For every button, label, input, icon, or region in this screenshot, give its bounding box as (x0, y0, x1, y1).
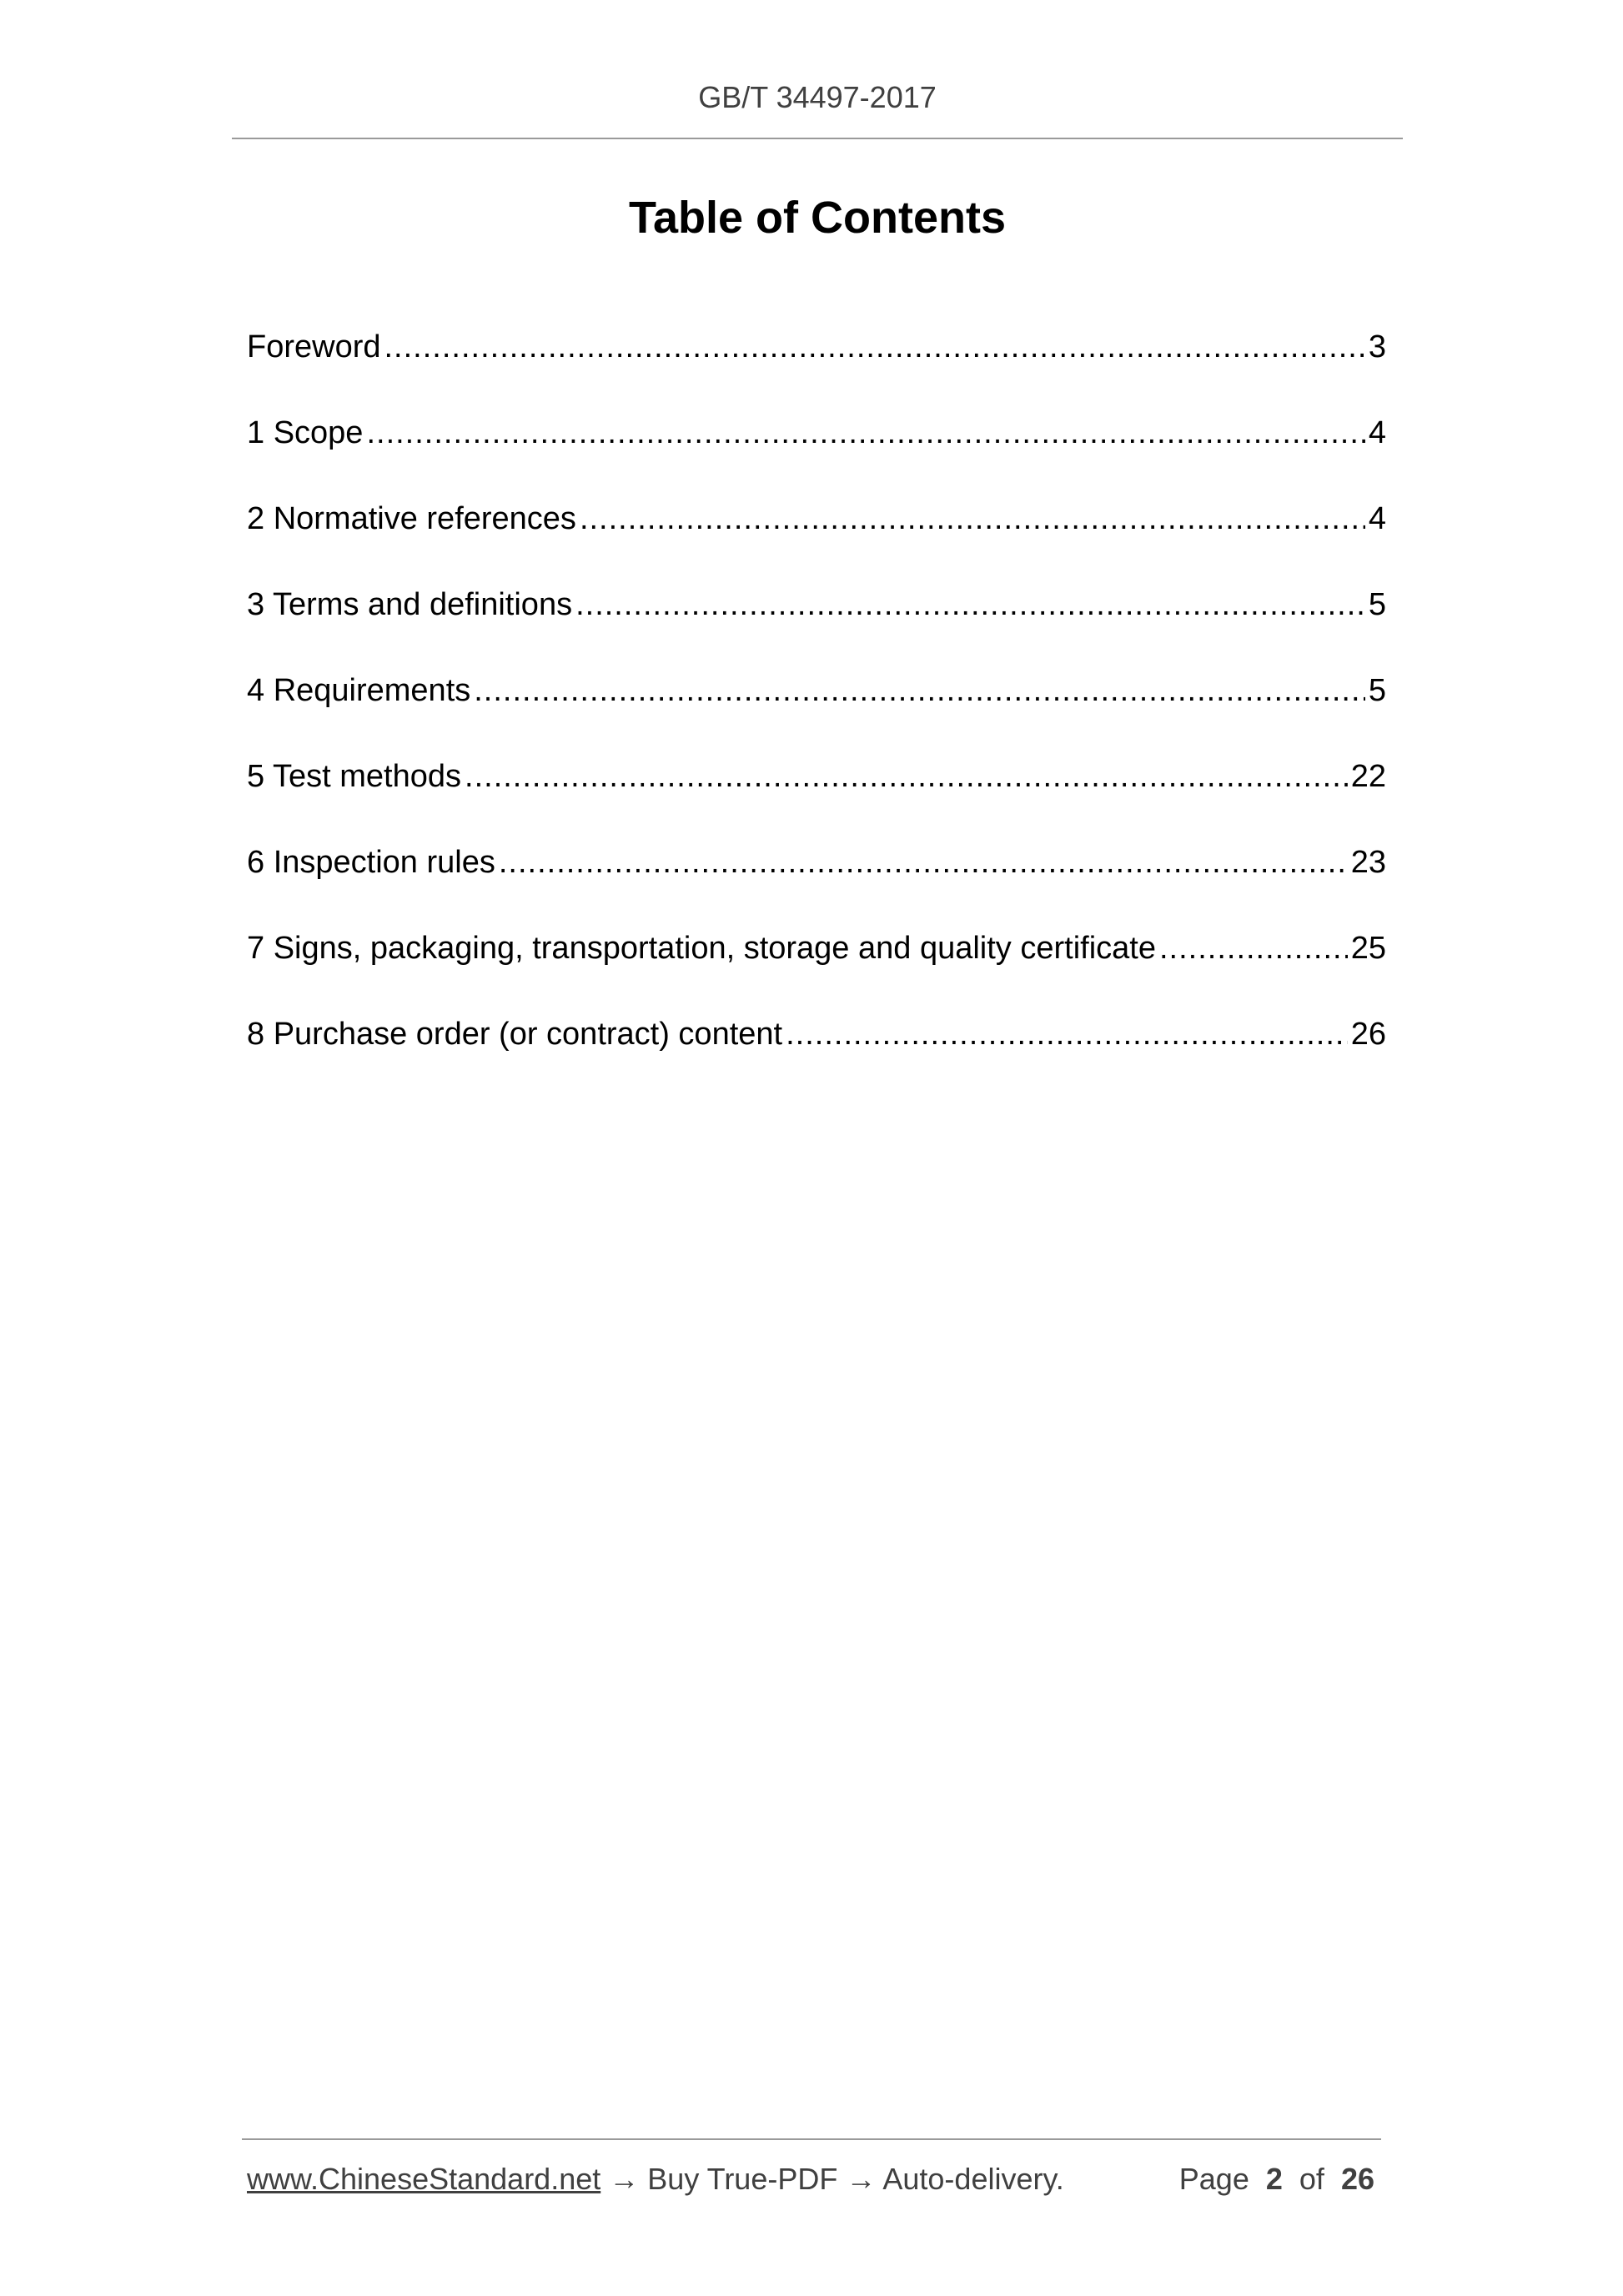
header-divider (232, 138, 1403, 139)
auto-delivery-text: Auto-delivery. (882, 2162, 1064, 2196)
toc-entry-requirements[interactable] (247, 662, 1386, 748)
toc-dot-leader (465, 748, 1348, 805)
toc-entry-page: 5 (1368, 587, 1386, 622)
toc-entry-inspection-rules[interactable] (247, 834, 1386, 920)
toc-entry-foreword[interactable] (247, 319, 1386, 404)
toc-entry-label: 4 Requirements (247, 673, 471, 708)
toc-entry-label: 3 Terms and definitions (247, 587, 573, 622)
arrow-right-icon: → (609, 2162, 640, 2196)
toc-dot-leader (366, 404, 1364, 461)
page-footer (247, 2156, 1374, 2203)
toc-entry-page: 4 (1368, 501, 1386, 536)
toc-entry-label: 5 Test methods (247, 759, 462, 794)
table-of-contents (247, 319, 1386, 1092)
toc-dot-leader (786, 1006, 1348, 1063)
toc-dot-leader (575, 576, 1365, 633)
toc-entry-normative-references[interactable] (247, 490, 1386, 576)
footer-promo (247, 2156, 1064, 2203)
toc-entry-page: 25 (1350, 931, 1386, 966)
toc-entry-label: 1 Scope (247, 415, 364, 450)
toc-entry-page: 4 (1368, 415, 1386, 450)
buy-true-pdf-text: Buy True-PDF (647, 2162, 838, 2196)
toc-entry-terms-and-definitions[interactable] (247, 576, 1386, 662)
arrow-right-icon: → (846, 2162, 877, 2196)
page-title: Table of Contents (629, 193, 1006, 243)
toc-entry-label: 6 Inspection rules (247, 845, 495, 880)
toc-entry-page: 26 (1350, 1017, 1386, 1052)
toc-entry-label: 7 Signs, packaging, transportation, storage and quality certificate (247, 931, 1156, 966)
toc-dot-leader (580, 490, 1365, 547)
toc-entry-page: 5 (1368, 673, 1386, 708)
footer-divider (242, 2138, 1381, 2140)
toc-entry-page: 3 (1368, 329, 1386, 364)
page-number (1179, 2156, 1374, 2203)
toc-entry-purchase-order[interactable] (247, 1006, 1386, 1092)
toc-entry-page: 22 (1350, 759, 1386, 794)
total-pages-number: 26 (1340, 2162, 1374, 2196)
toc-dot-leader (474, 662, 1365, 719)
running-header: GB/T 34497-2017 (698, 80, 937, 114)
toc-entry-scope[interactable] (247, 404, 1386, 490)
toc-dot-leader (499, 834, 1348, 891)
toc-dot-leader (384, 319, 1365, 375)
toc-entry-label: 2 Normative references (247, 501, 576, 536)
toc-entry-page: 23 (1350, 845, 1386, 880)
website-link[interactable]: www.ChineseStandard.net (247, 2162, 601, 2196)
toc-entry-signs-packaging[interactable] (247, 920, 1386, 1006)
page-label: Page (1178, 2162, 1249, 2196)
of-label: of (1299, 2162, 1324, 2196)
toc-dot-leader (1159, 920, 1348, 977)
toc-entry-label: 8 Purchase order (or contract) content (247, 1017, 783, 1052)
current-page-number: 2 (1265, 2162, 1283, 2196)
toc-entry-label: Foreword (247, 329, 381, 364)
toc-entry-test-methods[interactable] (247, 748, 1386, 834)
